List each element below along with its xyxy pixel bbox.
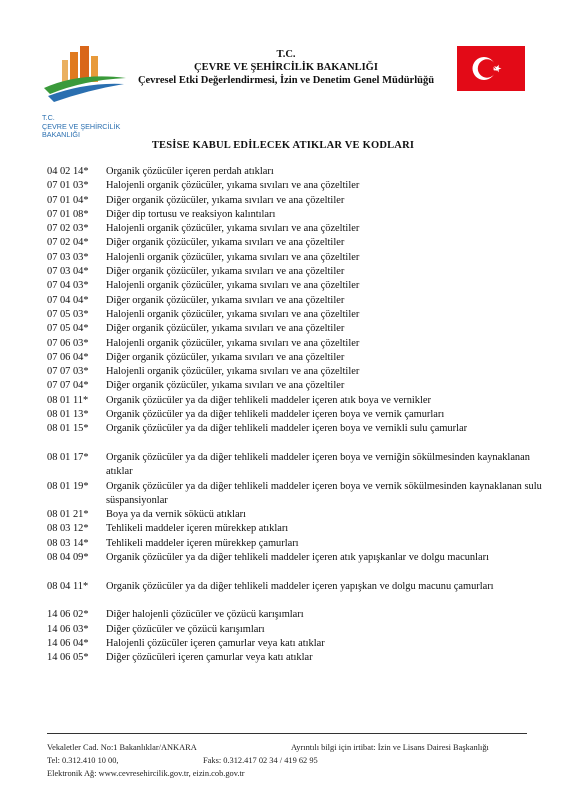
- waste-description: Diğer organik çözücüler, yıkama sıvıları ve ana çözeltiler: [106, 194, 345, 206]
- waste-code: 07 01 08*: [47, 208, 89, 220]
- waste-code: 08 01 15*: [47, 423, 89, 435]
- waste-row: [47, 522, 547, 536]
- waste-code: 07 07 03*: [47, 366, 89, 378]
- waste-description: Diğer organik çözücüler, yıkama sıvıları ve ana çözeltiler: [106, 323, 345, 335]
- waste-code-list: [47, 165, 547, 665]
- waste-row: [47, 379, 547, 393]
- waste-row: [47, 279, 547, 293]
- waste-row: [47, 165, 547, 179]
- footer-web: Elektronik Ağ: www.cevresehircilik.gov.tr, eizin.cob.gov.tr: [47, 769, 245, 778]
- waste-code: 07 06 04*: [47, 351, 89, 363]
- waste-description: Diğer halojenli çözücüler ve çözücü karışımları: [106, 609, 304, 621]
- logo-line-bakanlik: BAKANLIĞI: [42, 130, 80, 140]
- letterhead: [0, 0, 566, 140]
- waste-row: [47, 337, 547, 351]
- waste-row: [47, 194, 547, 208]
- waste-description: Diğer organik çözücüler, yıkama sıvıları ve ana çözeltiler: [106, 380, 345, 392]
- waste-description: Organik çözücüler ya da diğer tehlikeli maddeler içeren atık boya ve vernikler: [106, 394, 431, 406]
- logo-line-tc: T.C.: [42, 113, 55, 122]
- waste-description: Diğer organik çözücüler, yıkama sıvıları ve ana çözeltiler: [106, 266, 345, 278]
- waste-row: [47, 322, 547, 336]
- waste-description: Diğer çözücüler ve çözücü karışımları: [106, 623, 265, 635]
- waste-description: Diğer dip tortusu ve reaksiyon kalıntıları: [106, 208, 276, 220]
- waste-row: [47, 265, 547, 279]
- waste-code: 07 05 03*: [47, 308, 89, 320]
- waste-row: [47, 623, 547, 637]
- waste-row: [47, 651, 547, 665]
- waste-code: 14 06 02*: [47, 609, 89, 621]
- waste-row: [47, 422, 547, 436]
- footer-address: Vekaletler Cad. No:1 Bakanlıklar/ANKARA: [47, 743, 197, 752]
- waste-row: [47, 608, 547, 622]
- waste-row: [47, 236, 547, 250]
- waste-description: Halojenli organik çözücüler, yıkama sıvıları ve ana çözeltiler: [106, 366, 360, 378]
- waste-description: Halojenli organik çözücüler, yıkama sıvıları ve ana çözeltiler: [106, 280, 360, 292]
- ministry-name: ÇEVRE VE ŞEHİRCİLİK BAKANLIĞI: [194, 62, 378, 73]
- ministry-tc: T.C.: [276, 49, 296, 60]
- waste-description: Halojenli çözücüler içeren çamurlar veya katı atıklar: [106, 637, 325, 649]
- footer-fax: Faks: 0.312.417 02 34 / 419 62 95: [203, 756, 318, 765]
- waste-code: 07 05 04*: [47, 323, 89, 335]
- waste-row: [47, 394, 547, 408]
- waste-code: 07 01 04*: [47, 194, 89, 206]
- waste-code: 14 06 05*: [47, 652, 89, 664]
- waste-row: [47, 208, 547, 222]
- waste-description: Boya ya da vernik sökücü atıkları: [106, 509, 246, 521]
- waste-description: Tehlikeli maddeler içeren mürekkep çamurları: [106, 537, 299, 549]
- waste-row: [47, 365, 547, 379]
- directorate-name: Çevresel Etki Değerlendirmesi, İzin ve Denetim Genel Müdürlüğü: [137, 75, 435, 86]
- waste-row: [47, 408, 547, 422]
- waste-row: [47, 222, 547, 236]
- waste-description: Organik çözücüler ya da diğer tehlikeli maddeler içeren yapışkan ve dolgu macunu çamurları: [106, 580, 494, 592]
- waste-row: [47, 537, 547, 551]
- waste-row: [47, 480, 547, 509]
- waste-code: 14 06 04*: [47, 637, 89, 649]
- waste-row: [47, 351, 547, 365]
- waste-code: 04 02 14*: [47, 166, 89, 177]
- waste-code: 07 03 04*: [47, 266, 89, 278]
- waste-row: [47, 179, 547, 193]
- footer-divider: [47, 733, 527, 734]
- footer-contact: Ayrıntılı bilgi için irtibat: İzin ve Lisans Dairesi Başkanlığı: [291, 743, 489, 752]
- logo-text: [42, 114, 142, 140]
- waste-description: Halojenli organik çözücüler, yıkama sıvıları ve ana çözeltiler: [106, 308, 360, 320]
- waste-row: [47, 308, 547, 322]
- ministry-heading: [116, 48, 456, 87]
- waste-description: Organik çözücüler ya da diğer tehlikeli maddeler içeren boya ve vernik sökülmesinden kaynaklanan sulu süspansiyonlar: [106, 480, 542, 506]
- waste-code: 07 03 03*: [47, 251, 89, 263]
- waste-code: 07 04 04*: [47, 294, 89, 306]
- waste-description: Diğer organik çözücüler, yıkama sıvıları ve ana çözeltiler: [106, 294, 345, 306]
- waste-code: 08 01 13*: [47, 409, 89, 421]
- waste-description: Organik çözücüler ya da diğer tehlikeli maddeler içeren boya ve vernikli sulu çamurlar: [106, 423, 468, 435]
- document-title: TESİSE KABUL EDİLECEK ATIKLAR VE KODLARI: [151, 140, 415, 151]
- waste-code: 08 01 11*: [47, 394, 89, 406]
- waste-description: Organik çözücüler içeren perdah atıkları: [106, 166, 274, 177]
- footer-tel: Tel: 0.312.410 10 00,: [47, 756, 119, 765]
- waste-description: Diğer organik çözücüler, yıkama sıvıları ve ana çözeltiler: [106, 237, 345, 249]
- waste-code: 08 04 09*: [47, 552, 89, 564]
- waste-description: Organik çözücüler ya da diğer tehlikeli maddeler içeren atık yapışkanlar ve dolgu macunları: [106, 552, 489, 564]
- waste-description: Tehlikeli maddeler içeren mürekkep atıkları: [106, 523, 289, 535]
- waste-row: [47, 251, 547, 265]
- waste-description: Organik çözücüler ya da diğer tehlikeli maddeler içeren boya ve verniğin sökülmesinden kaynaklanan atıklar: [106, 451, 530, 478]
- waste-description: Organik çözücüler ya da diğer tehlikeli maddeler içeren boya ve vernik çamurları: [106, 409, 445, 421]
- waste-description: Diğer çözücüleri içeren çamurlar veya katı atıklar: [106, 652, 313, 664]
- waste-code: 08 01 19*: [47, 480, 89, 492]
- waste-code: 14 06 03*: [47, 623, 89, 635]
- logo-line-ministry: ÇEVRE VE ŞEHİRCİLİK: [42, 121, 121, 131]
- waste-code: 07 02 04*: [47, 237, 89, 249]
- waste-row: [47, 451, 547, 480]
- waste-row: [47, 508, 547, 522]
- waste-code: 07 07 04*: [47, 380, 89, 392]
- waste-code: 07 01 03*: [47, 180, 89, 192]
- waste-code: 07 02 03*: [47, 223, 89, 235]
- waste-code: 08 03 12*: [47, 523, 89, 535]
- waste-description: Diğer organik çözücüler, yıkama sıvıları ve ana çözeltiler: [106, 351, 345, 363]
- waste-code: 08 01 21*: [47, 509, 89, 521]
- waste-description: Halojenli organik çözücüler, yıkama sıvıları ve ana çözeltiler: [106, 180, 360, 192]
- waste-row: [47, 551, 547, 565]
- waste-description: Halojenli organik çözücüler, yıkama sıvıları ve ana çözeltiler: [106, 251, 360, 263]
- waste-description: Halojenli organik çözücüler, yıkama sıvıları ve ana çözeltiler: [106, 337, 360, 349]
- turkish-flag-icon: [457, 46, 525, 91]
- waste-row: [47, 580, 547, 594]
- waste-code: 08 01 17*: [47, 451, 89, 463]
- waste-code: 08 03 14*: [47, 537, 89, 549]
- waste-row: [47, 637, 547, 651]
- footer: [47, 741, 527, 780]
- waste-code: 07 04 03*: [47, 280, 89, 292]
- waste-description: Halojenli organik çözücüler, yıkama sıvıları ve ana çözeltiler: [106, 223, 360, 235]
- waste-row: [47, 294, 547, 308]
- waste-code: 08 04 11*: [47, 580, 89, 592]
- waste-code: 07 06 03*: [47, 337, 89, 349]
